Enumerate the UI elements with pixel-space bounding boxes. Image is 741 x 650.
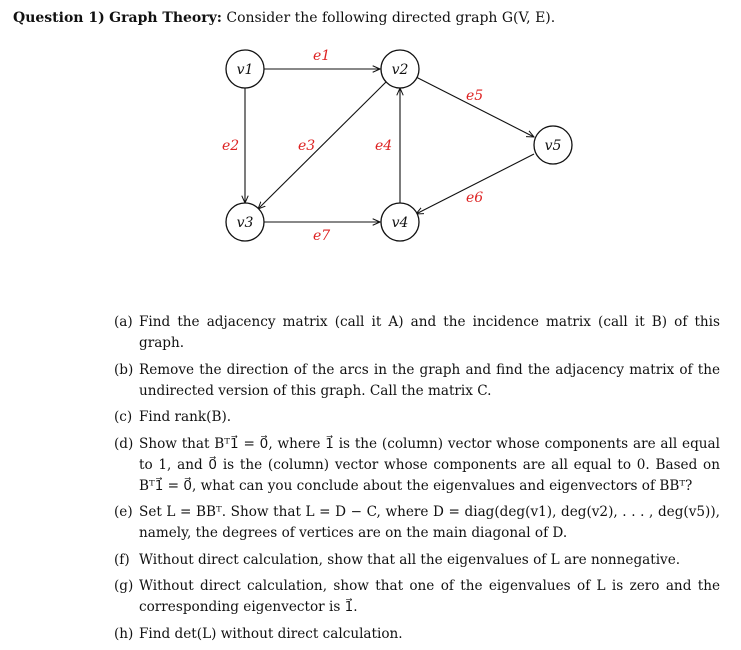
part-c <box>108 407 720 428</box>
node-label-v5: v5 <box>544 138 562 154</box>
edge-label-e4: e4 <box>375 138 393 154</box>
part-text: Find the adjacency matrix (call it A) and the incidence matrix (call it B) of this graph. <box>139 314 720 351</box>
node-v3 <box>226 203 264 241</box>
part-e <box>108 502 720 544</box>
part-marker: (e) <box>114 504 133 520</box>
part-marker: (g) <box>114 578 134 594</box>
node-v1 <box>226 50 264 88</box>
part-text: Remove the direction of the arcs in the graph and find the adjacency matrix of the undirected version of this graph. Call the matrix C. <box>139 361 720 399</box>
node-label-v1: v1 <box>236 62 254 78</box>
edge-label-e2: e2 <box>222 138 240 154</box>
part-marker: (f) <box>114 551 130 568</box>
part-a <box>108 312 720 354</box>
part-b <box>108 360 720 402</box>
part-text: Show that Bᵀ1⃗ = 0⃗, where 1⃗ is the (column) vector whose components are all equal to 1, and 0⃗ is the (column) vector whose components are all equal to 0. Based on Bᵀ1⃗ = 0⃗, what can you conclude about the eigenvalues and eigenvectors of BBᵀ? <box>139 435 720 494</box>
part-g <box>108 576 720 618</box>
node-label-v4: v4 <box>391 215 409 231</box>
part-h <box>108 624 720 645</box>
directed-graph-figure <box>0 0 741 300</box>
node-v2 <box>381 50 419 88</box>
part-text: Find rank(B). <box>139 409 232 425</box>
edge-e5 <box>416 77 534 137</box>
node-label-v2: v2 <box>391 62 409 78</box>
part-marker: (d) <box>114 435 134 452</box>
part-f <box>108 550 720 571</box>
edge-label-e6: e6 <box>466 190 484 206</box>
node-v5 <box>534 126 572 164</box>
part-marker: (b) <box>114 361 134 378</box>
question-number: Question 1) <box>13 10 105 26</box>
node-v4 <box>381 203 419 241</box>
part-marker: (a) <box>114 314 133 330</box>
edge-e3 <box>258 82 386 209</box>
part-text: Set L = BBᵀ. Show that L = D − C, where D = diag(deg(v1), deg(v2), . . . , deg(v5)), namely, the degrees of vertices are on the main diagonal of D. <box>139 504 720 541</box>
part-text: Find det(L) without direct calculation. <box>139 625 403 642</box>
question-text: Consider the following directed graph G(V, E). <box>226 10 556 26</box>
edge-label-e5: e5 <box>466 88 484 104</box>
node-label-v3: v3 <box>236 215 254 231</box>
question-parts-list <box>108 312 720 650</box>
question-topic: Graph Theory: <box>109 10 222 26</box>
part-text: Without direct calculation, show that all the eigenvalues of L are nonnegative. <box>139 551 681 568</box>
edge-label-e3: e3 <box>298 138 316 154</box>
edge-label-e1: e1 <box>313 48 331 64</box>
edge-label-e7: e7 <box>313 228 331 244</box>
part-text: Without direct calculation, show that one of the eigenvalues of L is zero and the corresponding eigenvector is 1⃗. <box>139 578 720 615</box>
part-marker: (c) <box>114 409 133 425</box>
part-marker: (h) <box>114 625 134 642</box>
part-d <box>108 434 720 497</box>
